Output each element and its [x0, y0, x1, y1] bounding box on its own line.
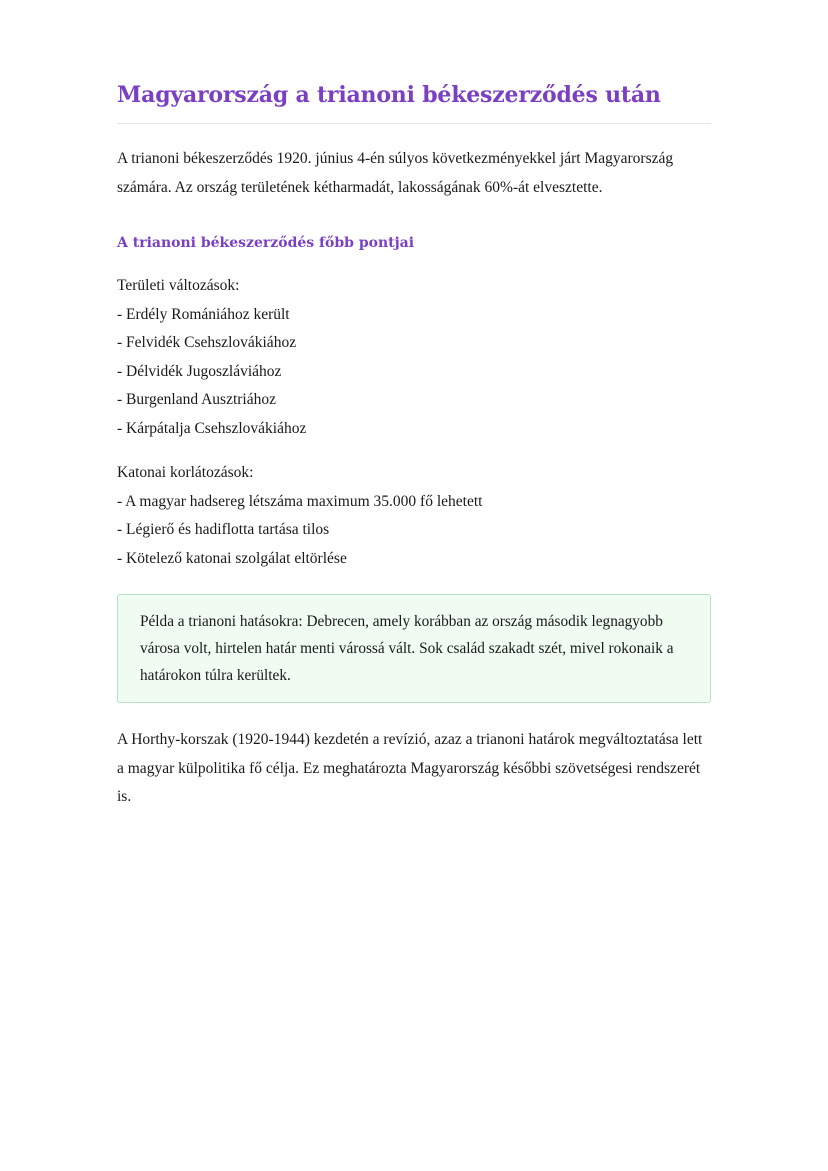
territorial-changes-block [117, 272, 711, 443]
example-callout [117, 594, 711, 703]
list-item: - Délvidék Jugoszláviához [117, 362, 282, 380]
military-list [117, 488, 711, 574]
page-title: Magyarország a trianoni békeszerződés után [117, 82, 661, 108]
example-text: Példa a trianoni hatásokra: Debrecen, amely korábban az ország második legnagyobb városa volt, hirtelen határ menti várossá vált. Sok család szakadt szét, mivel rokonaik a határokon túlra kerültek. [140, 613, 674, 684]
list-item: - Légierő és hadiflotta tartása tilos [117, 521, 330, 538]
list-item: - Kárpátalja Csehszlovákiához [117, 419, 307, 437]
list-item: - A magyar hadsereg létszáma maximum 35.000 fő lehetett [117, 492, 483, 510]
military-heading: Katonai korlátozások: [117, 464, 254, 481]
list-item: - Erdély Romániához került [117, 305, 290, 323]
section-heading: A trianoni békeszerződés főbb pontjai [117, 235, 415, 251]
title-divider [117, 123, 711, 124]
list-item: - Kötelező katonai szolgálat eltörlése [117, 549, 347, 567]
territorial-heading: Területi változások: [117, 277, 240, 294]
territorial-list [117, 301, 711, 444]
document-page [117, 78, 711, 812]
military-restrictions-block [117, 459, 711, 573]
list-item: - Burgenland Ausztriához [117, 391, 276, 408]
closing-paragraph: A Horthy-korszak (1920-1944) kezdetén a revízió, azaz a trianoni határok megváltoztatása lett a magyar külpolitika fő célja. Ez meghatározta Magyarország későbbi szövetségesi rendszerét is. [117, 731, 703, 805]
list-item: - Felvidék Csehszlovákiához [117, 334, 297, 351]
intro-paragraph: A trianoni békeszerződés 1920. június 4-én súlyos következményekkel járt Magyarország számára. Az ország területének kétharmadát, lakosságának 60%-át elvesztette. [117, 150, 674, 196]
